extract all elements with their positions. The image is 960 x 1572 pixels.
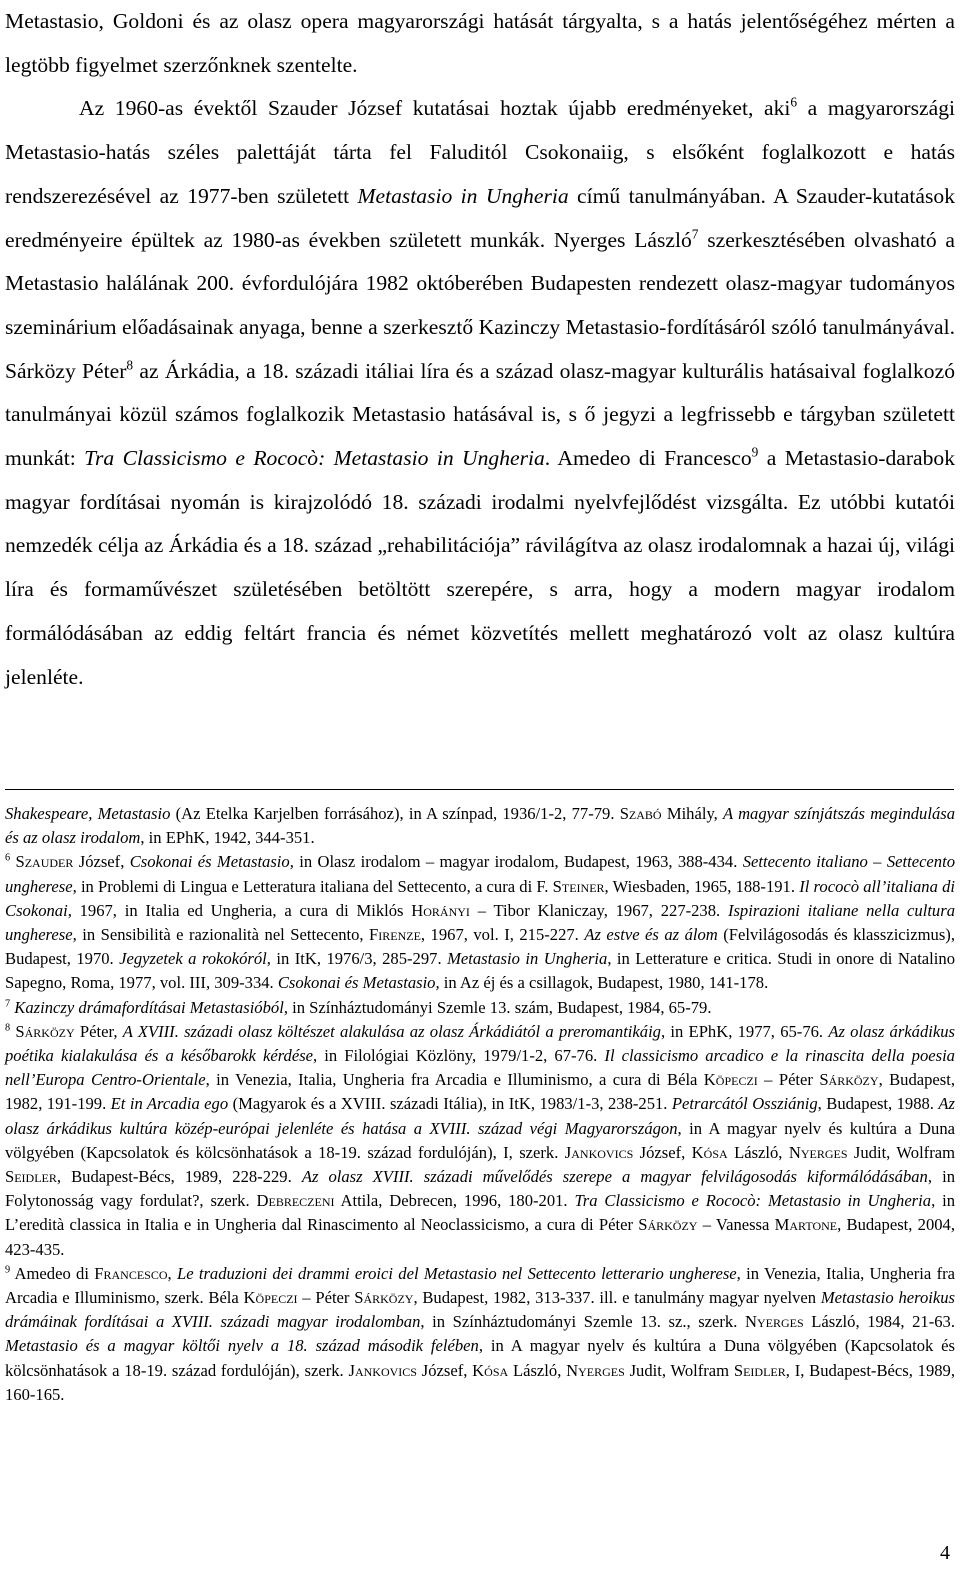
text-run: Martone bbox=[774, 1215, 838, 1235]
text-run: László, bbox=[727, 1142, 789, 1162]
text-run: , in Problemi di Lingua e Letteratura italiana del Settecento, a cura di F. bbox=[72, 876, 553, 896]
text-run: Seidler bbox=[733, 1360, 786, 1380]
text-run: Il classicismo arcadico e la rinascita della poesia nell’Europa Centro-Orientale bbox=[5, 1046, 955, 1090]
footnote-ref: 7 bbox=[5, 997, 11, 1009]
text-run: Szauder bbox=[15, 852, 74, 872]
text-run: Horányi bbox=[411, 900, 470, 920]
footnote-ref: 7 bbox=[691, 225, 699, 241]
text-run: , in EPhK, 1942, 344-351. bbox=[140, 828, 315, 848]
text-run: Jankovics bbox=[564, 1142, 634, 1162]
text-run: Sárközy bbox=[354, 1288, 414, 1308]
text-run: , bbox=[167, 1263, 177, 1283]
text-run: , in Színháztudományi Szemle 13. szám, Budapest, 1984, 65-79. bbox=[283, 997, 712, 1017]
text-run: , in Színháztudományi Szemle 13. sz., szerk. bbox=[420, 1312, 745, 1332]
text-run: Shakespeare, Metastasio bbox=[5, 804, 171, 823]
text-run: Köpeczi bbox=[703, 1070, 758, 1090]
text-run: , in A magyar nyelv és kultúra a Duna völgyében (Kapcsolatok és kölcsönhatások a 18-19. század fordulóján), szerk. bbox=[5, 1336, 955, 1380]
text-run: Judit, Wolfram bbox=[624, 1360, 734, 1380]
footnote-separator bbox=[5, 789, 954, 790]
text-run: Az olasz árkádikus kultúra közép-európai jelenléte és hatása a XVIII. század végi Magyarországon bbox=[5, 1094, 955, 1138]
text-run: Szabó bbox=[619, 804, 662, 823]
text-run: , in Venezia, Italia, Ungheria fra Arcadia e Illuminismo, szerk. Béla bbox=[5, 1263, 955, 1308]
footnote-ref: 6 bbox=[790, 94, 798, 110]
text-run: Metastasio in Ungheria bbox=[357, 183, 569, 208]
page-number: 4 bbox=[940, 1542, 950, 1564]
text-run: in Az éj és a csillagok, Budapest, 1980, 141-178. bbox=[439, 973, 769, 993]
text-run: , in Filológiai Közlöny, 1979/1-2, 67-76. bbox=[313, 1046, 605, 1066]
text-run: Judit, Wolfram bbox=[847, 1142, 955, 1162]
text-run: , in Folytonosság vagy fordulat?, szerk. bbox=[5, 1167, 955, 1211]
text-run: Petrarcától Ossziánig bbox=[671, 1094, 818, 1114]
text-run: Az olasz XVIII. századi művelődés szerepe a magyar felvilágosodás kiformálódásában bbox=[301, 1167, 928, 1187]
footnote-ref: 8 bbox=[126, 356, 134, 372]
text-run: , in L’eredità classica in Italia e in Ungheria dal Rinascimento al Neoclassicismo, a cura di Péter bbox=[5, 1191, 956, 1235]
text-run: László, 1984, 21-63. bbox=[803, 1312, 955, 1332]
text-run: Az olasz árkádikus poétika kialakulása és a későbarokk kérdése bbox=[5, 1021, 955, 1066]
text-run: , in Letterature e critica. Studi in onore di Natalino Sapegno, Roma, 1977, vol. III, 309-334. bbox=[5, 949, 955, 993]
text-run: (Az Etelka Karjelben forrásához), in A színpad, 1936/1-2, 77-79. bbox=[170, 804, 620, 823]
text-run: Kazinczy drámafordításai Metastasióból bbox=[14, 997, 284, 1017]
text-run: , Budapest, 1982, 191-199. bbox=[5, 1070, 955, 1114]
text-run: , in Venezia, Italia, Ungheria fra Arcadia e Illuminismo, a cura di Béla bbox=[205, 1070, 704, 1090]
text-run: Debreczeni bbox=[256, 1191, 335, 1211]
text-run: (Felvilágosodás és klasszicizmus), Budapest, 1970. bbox=[5, 925, 955, 969]
text-run: , 1967, vol. I, 215-227. bbox=[420, 925, 585, 945]
body-text bbox=[5, 0, 955, 699]
text-run: , Wiesbaden, 1965, 188-191. bbox=[604, 876, 800, 896]
text-run: , in Sensibilità e razionalità nel Settecento, bbox=[72, 925, 370, 945]
text-run: Steiner bbox=[552, 876, 605, 896]
text-run: Péter, bbox=[74, 1021, 123, 1041]
text-run: Sárközy bbox=[15, 1021, 75, 1041]
text-run: Settecento italiano – Settecento ungherese bbox=[5, 852, 955, 896]
footnote-ref: 9 bbox=[5, 1264, 11, 1276]
footnote-6 bbox=[5, 850, 955, 995]
body-paragraph bbox=[5, 0, 955, 87]
text-run: – Vanessa bbox=[697, 1215, 775, 1235]
text-run: . Amedeo di Francesco bbox=[544, 446, 752, 471]
text-run: Kósa bbox=[472, 1360, 509, 1380]
text-run: Metastasio, Goldoni és az olasz opera magyarországi hatását tárgyalta, s a hatás jelentőségéhez mérten a legtöbb figyelmet szerzőnknek szentelte. bbox=[5, 9, 955, 77]
text-run: , in EPhK, 1977, 65-76. bbox=[660, 1021, 829, 1041]
text-run: A magyar színjátszás megindulása és az olasz irodalom bbox=[5, 804, 956, 848]
text-run: az Árkádia, a 18. századi itáliai líra és a század olasz-magyar kulturális hatásaival foglalkozó tanulmányai közül számos foglalkozik Metastasio hatásával is, s ő jegyzi a legfrissebb e tárgyban született munkát: bbox=[5, 358, 955, 471]
text-run: , Budapest, 1988. bbox=[817, 1094, 939, 1114]
text-run: Az estve és az álom bbox=[584, 925, 718, 945]
text-run: Seidler bbox=[5, 1167, 57, 1187]
text-run: Mihály, bbox=[661, 804, 724, 823]
text-run: Sárközy bbox=[819, 1070, 879, 1090]
text-run: Jankovics bbox=[348, 1360, 417, 1380]
text-run: Csokonai és Metastasio, bbox=[277, 973, 440, 993]
footnote-9 bbox=[5, 1262, 955, 1407]
text-run: (Magyarok és a XVIII. századi Itália), in ItK, 1983/1-3, 238-251. bbox=[228, 1094, 672, 1114]
text-run: Metastasio és a magyar költői nyelv a 18. század második felében bbox=[5, 1336, 479, 1356]
text-run: Köpeczi bbox=[243, 1288, 298, 1308]
text-run: – Péter bbox=[757, 1070, 820, 1090]
text-run: , I, Budapest-Bécs, 1989, 160-165. bbox=[5, 1360, 955, 1404]
text-run: , 1967, in Italia ed Ungheria, a cura di Miklós bbox=[67, 900, 412, 920]
text-run: László, bbox=[508, 1360, 567, 1380]
text-run: Tra Classicismo e Rococò: Metastasio in Ungheria bbox=[84, 446, 545, 471]
text-run: József, bbox=[73, 852, 130, 872]
text-run: Metastasio heroikus drámáinak fordításai a XVIII. századi magyar irodalomban bbox=[5, 1288, 955, 1332]
text-run: Nyerges bbox=[744, 1312, 804, 1332]
text-run: Il rococò all’italiana di Csokonai bbox=[5, 876, 956, 920]
text-run: Ispirazioni italiane nella cultura ungherese bbox=[5, 900, 955, 945]
footnote-ref: 9 bbox=[751, 444, 759, 460]
text-run: in Olasz irodalom – magyar irodalom, Budapest, 1963, 388-434. bbox=[293, 852, 743, 872]
text-run: Metastasio in Ungheria bbox=[447, 949, 608, 969]
footnote-7 bbox=[5, 996, 955, 1020]
text-run: Nyerges bbox=[788, 1142, 848, 1162]
text-run: Et in Arcadia ego bbox=[110, 1094, 229, 1114]
text-run: a magyarországi Metastasio-hatás széles palettáját tárta fel Faluditól Csokonaiig, s elsőként foglalkozott e hatás rendszerezésével az 1977-ben született bbox=[5, 96, 955, 208]
text-run: Amedeo di bbox=[10, 1263, 95, 1283]
text-run: Kósa bbox=[691, 1142, 728, 1162]
text-run: Le traduzioni dei drammi eroici del Metastasio nel Settecento letterario ungherese bbox=[176, 1263, 737, 1283]
text-run: Az 1960-as évektől Szauder József kutatásai hoztak újabb eredményeket, aki bbox=[79, 96, 791, 121]
text-run: , in ItK, 1976/3, 285-297. bbox=[266, 949, 448, 969]
text-run: Jegyzetek a rokokóról bbox=[119, 949, 267, 969]
text-run: Attila, Debrecen, 1996, 180-201. bbox=[334, 1191, 575, 1211]
text-run: – Péter bbox=[297, 1288, 355, 1308]
text-run: Francesco bbox=[94, 1263, 168, 1283]
text-run: Csokonai és Metastasio, bbox=[129, 852, 294, 872]
text-run: , in A magyar nyelv és kultúra a Duna völgyében (Kapcsolatok és kölcsönhatások a 18-19. század fordulóján), I, szerk. bbox=[5, 1118, 955, 1162]
text-run: A XVIII. századi olasz költészet alakulása az olasz Árkádiától a preromantikáig bbox=[122, 1021, 661, 1041]
text-run: , Budapest-Bécs, 1989, 228-229. bbox=[56, 1167, 302, 1187]
footnote-ref: 8 bbox=[5, 1022, 11, 1034]
footnote bbox=[5, 802, 955, 850]
footnote-ref: 6 bbox=[5, 852, 11, 864]
body-paragraph bbox=[5, 87, 955, 699]
text-run: – Tibor Klaniczay, 1967, 227-238. bbox=[469, 900, 728, 920]
text-run: a Metastasio-darabok magyar fordításai nyomán is kirajzolódó 18. századi irodalmi nyelvfejlődést vizsgálta. Ez utóbbi kutatói nemzedék célja az Árkádia és a 18. század „rehabilitációja” rávilágítva az olasz irodalomnak a hazai új, világi líra és formaművészet születésében betöltött szerepére, s arra, hogy a modern magyar irodalom formálódásában az eddig feltárt francia és német közvetítés mellett meghatározó volt az olasz kultúra jelenléte. bbox=[5, 446, 956, 689]
text-run: szerkesztésében olvasható a Metastasio halálának 200. évfordulójára 1982 októberében Budapesten rendezett olasz-magyar tudományos szeminárium előadásainak anyaga, benne a szerkesztő Kazinczy Metastasio-fordításáról szóló tanulmányával. Sárközy Péter bbox=[5, 227, 956, 383]
text-run: Firenze bbox=[369, 925, 421, 945]
text-run: Nyerges bbox=[566, 1360, 625, 1380]
text-run: , Budapest, 1982, 313-337. ill. e tanulmány magyar nyelven bbox=[413, 1288, 821, 1308]
text-run: József, bbox=[416, 1360, 473, 1380]
text-run: , Budapest, 2004, 423-435. bbox=[5, 1215, 955, 1259]
text-run: József, bbox=[633, 1142, 692, 1162]
text-run: Tra Classicismo e Rococò: Metastasio in Ungheria bbox=[574, 1191, 932, 1211]
footnote-8 bbox=[5, 1020, 955, 1262]
footnotes bbox=[5, 802, 955, 1407]
text-run: Sárközy bbox=[638, 1215, 698, 1235]
text-run: című tanulmányában. A Szauder-kutatások eredményeire épültek az 1980-as években született munkák. Nyerges László bbox=[5, 183, 955, 252]
